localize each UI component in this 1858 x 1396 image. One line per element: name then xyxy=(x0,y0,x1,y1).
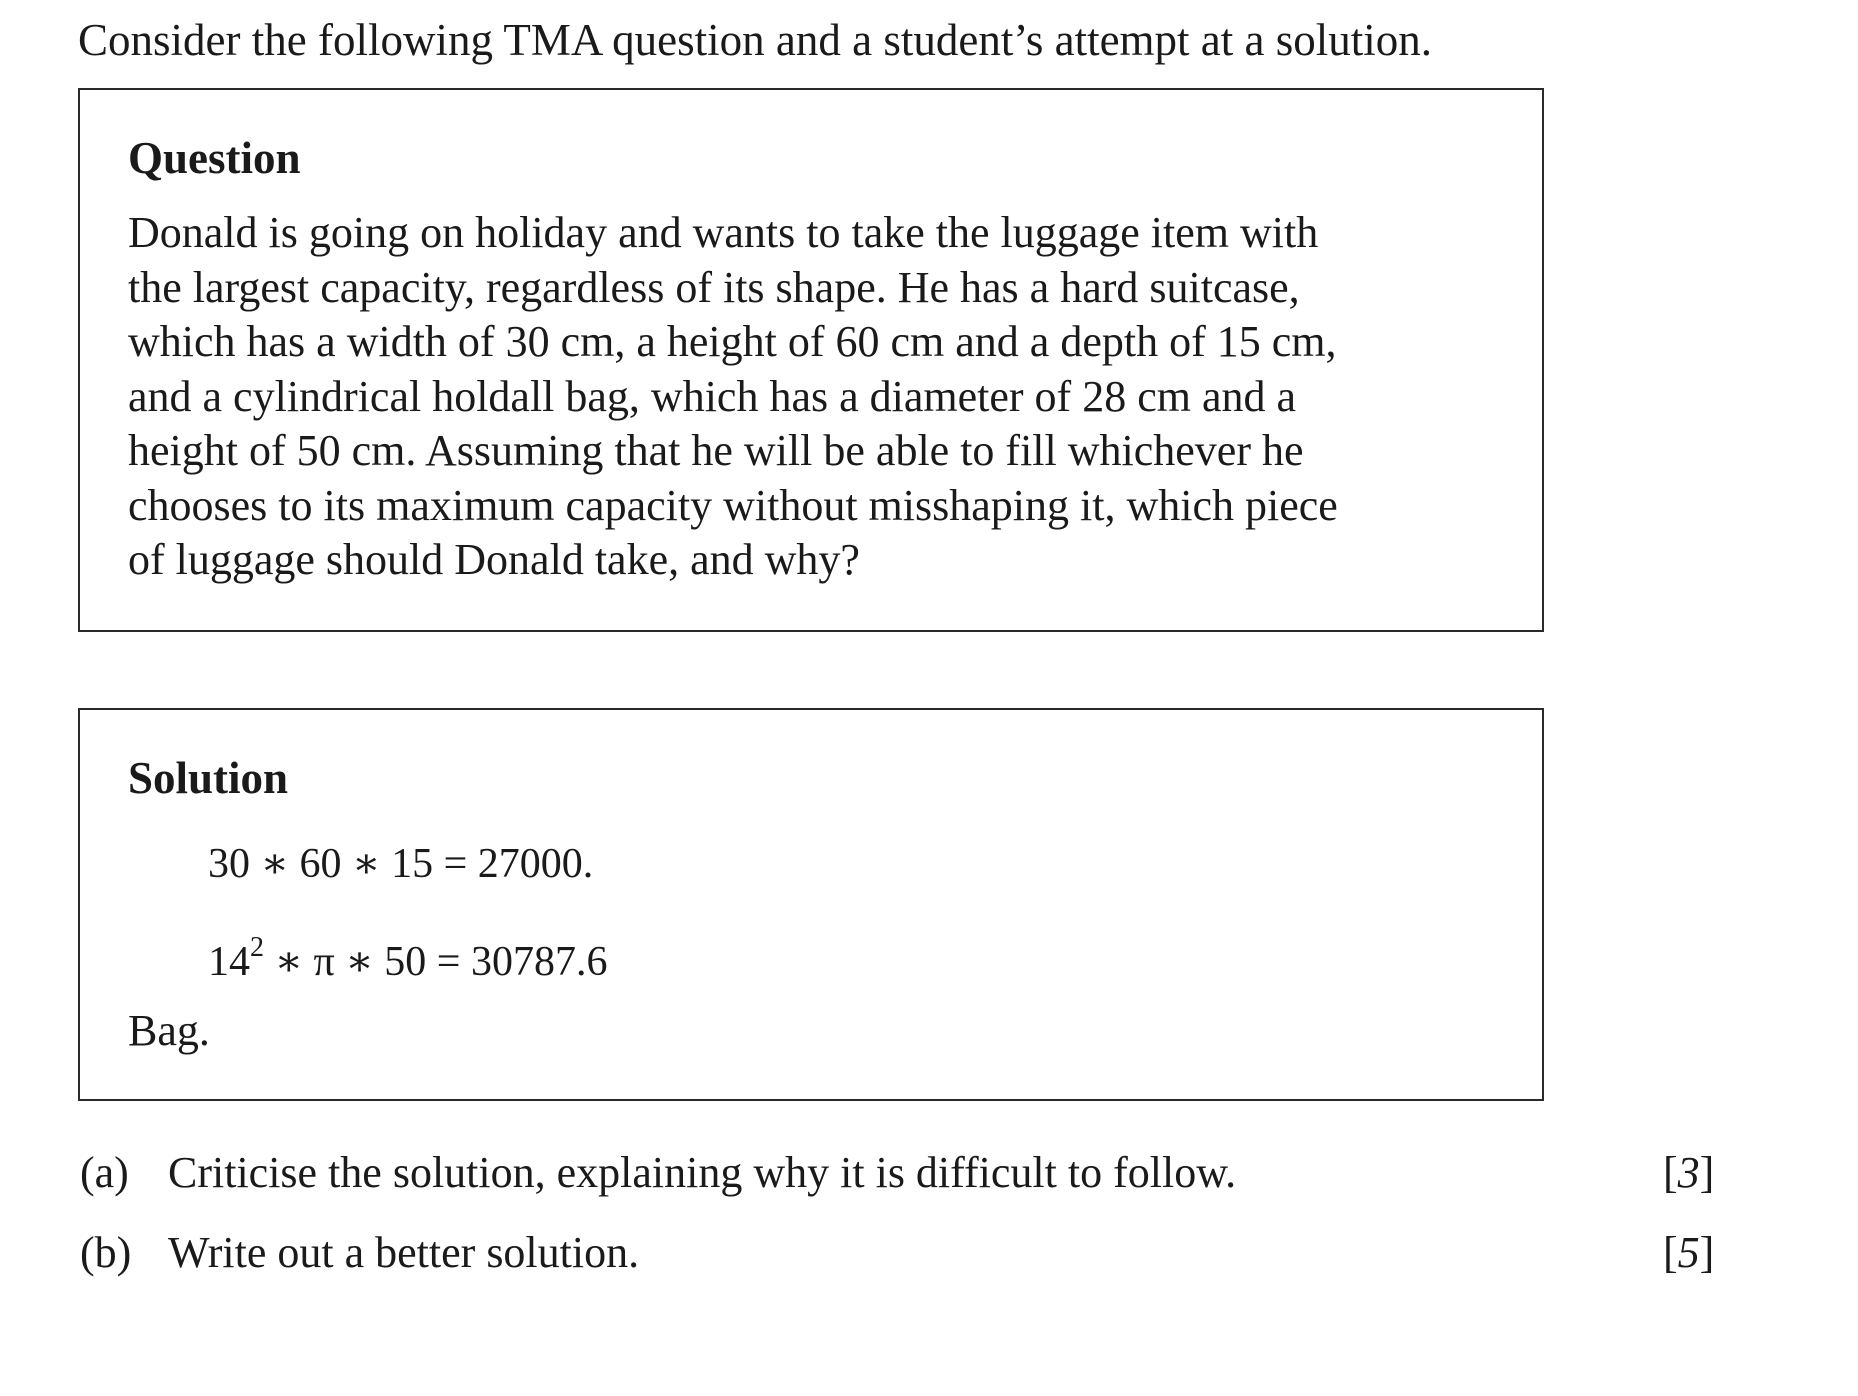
intro-text: Consider the following TMA question and a student’s attempt at a solution. xyxy=(78,15,1433,65)
solution-calculation-suitcase: 30 ∗ 60 ∗ 15 = 27000. xyxy=(208,841,594,887)
question-line: and a cylindrical holdall bag, which has a diameter of 28 cm and a xyxy=(128,371,1297,421)
question-line: chooses to its maximum capacity without misshaping it, which piece xyxy=(128,480,1338,530)
part-b-label: (b) xyxy=(80,1228,132,1277)
part-a xyxy=(80,1145,1236,1201)
solution-calculation-bag xyxy=(208,926,608,988)
solution-box xyxy=(78,708,1544,1101)
question-line: height of 50 cm. Assuming that he will be able to fill whichever he xyxy=(128,426,1304,475)
question-line: Donald is going on holiday and wants to take the luggage item with xyxy=(128,208,1319,257)
question-text xyxy=(128,206,1458,588)
question-title: Question xyxy=(128,133,301,183)
part-a-marks-value: 3 xyxy=(1677,1148,1700,1197)
solution-title: Solution xyxy=(128,753,289,803)
question-line: which has a width of 30 cm, a height of 60 cm and a depth of 15 cm, xyxy=(128,317,1337,366)
calc-base: 14 xyxy=(208,939,250,985)
part-b xyxy=(80,1225,639,1281)
solution-answer: Bag. xyxy=(128,1006,210,1055)
part-b-marks-value: 5 xyxy=(1677,1228,1700,1277)
part-a-label: (a) xyxy=(80,1148,129,1197)
question-line: of luggage should Donald take, and why? xyxy=(128,535,860,584)
question-box xyxy=(78,88,1544,632)
calc-rest: ∗ π ∗ 50 = 30787.6 xyxy=(264,939,608,985)
part-a-text: Criticise the solution, explaining why it is difficult to follow. xyxy=(168,1148,1237,1197)
part-b-text: Write out a better solution. xyxy=(168,1228,640,1277)
part-a-marks: [3] xyxy=(1663,1148,1715,1197)
question-line: the largest capacity, regardless of its shape. He has a hard suitcase, xyxy=(128,262,1300,312)
calc-exponent: 2 xyxy=(250,932,264,963)
part-b-marks: [5] xyxy=(1663,1228,1715,1277)
